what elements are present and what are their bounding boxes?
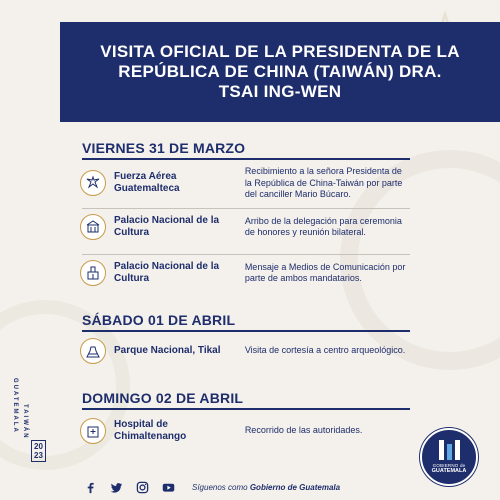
event-description: Visita de cortesía a centro arqueológico. [244, 345, 406, 356]
eagle-icon [80, 170, 106, 196]
follow-prefix: Síguenos como [192, 482, 248, 492]
event-description: Mensaje a Medios de Comunicación por parte de ambos mandatarios. [244, 261, 406, 283]
tag-year [31, 440, 46, 462]
logo-bars-icon [439, 440, 460, 460]
schedule-event [80, 418, 410, 444]
schedule-event [80, 338, 410, 364]
event-place: Palacio Nacional de la Cultura [114, 215, 220, 238]
follow-text [192, 483, 340, 492]
event-place: Parque Nacional, Tikal [114, 345, 221, 356]
day-divider [82, 408, 410, 410]
palace-tower-icon [80, 260, 106, 286]
event-place: Fuerza Aérea Guatemalteca [114, 171, 180, 195]
day-divider [82, 330, 410, 332]
follow-account-name: Gobierno de Guatemala [249, 482, 341, 492]
twitter-icon[interactable] [108, 479, 124, 495]
schedule-event [80, 260, 410, 286]
facebook-icon[interactable] [82, 479, 98, 495]
tag-word-guatemala: GUATEMALA [12, 378, 18, 434]
row-separator [82, 254, 410, 255]
day-title: SÁBADO 01 DE ABRIL [82, 312, 236, 328]
title-banner [60, 22, 500, 122]
logo-line2: GUATEMALA [431, 468, 467, 474]
event-place: Hospital de Chimaltenango [114, 419, 187, 442]
page-title: VISITA OFICIAL DE LA PRESIDENTA DE LA REPÚBLICA DE CHINA (TAIWÁN) DRA. TSAI ING-WEN [100, 42, 460, 101]
tag-year-bottom: 23 [34, 451, 43, 460]
logo-line1: GOBIERNO de [432, 463, 466, 468]
tag-word-taiwan: TAIWÁN [22, 404, 28, 440]
pyramid-icon [80, 338, 106, 364]
event-description: Arribo de la delegación para ceremonia de honores y reunión bilateral. [244, 215, 402, 237]
row-separator [82, 208, 410, 209]
youtube-icon[interactable] [160, 479, 176, 495]
footer-bar [82, 478, 340, 496]
schedule-event [80, 166, 410, 201]
palace-icon [80, 214, 106, 240]
gobierno-guatemala-logo [420, 428, 478, 486]
event-description: Recibimiento a la señora Presidenta de la República de China-Taiwán por parte del canciller Mario Búcaro. [244, 166, 403, 199]
schedule-event [80, 214, 410, 240]
instagram-icon[interactable] [134, 479, 150, 495]
day-title: VIERNES 31 DE MARZO [82, 140, 246, 156]
guatemala-taiwan-tag [12, 378, 52, 468]
schedule-panel [62, 134, 412, 476]
event-place: Palacio Nacional de la Cultura [114, 261, 220, 284]
hospital-icon [80, 418, 106, 444]
event-description: Recorrido de las autoridades. [244, 425, 363, 436]
day-title: DOMINGO 02 DE ABRIL [82, 390, 244, 406]
day-divider [82, 158, 410, 160]
tag-year-top: 20 [34, 442, 43, 451]
